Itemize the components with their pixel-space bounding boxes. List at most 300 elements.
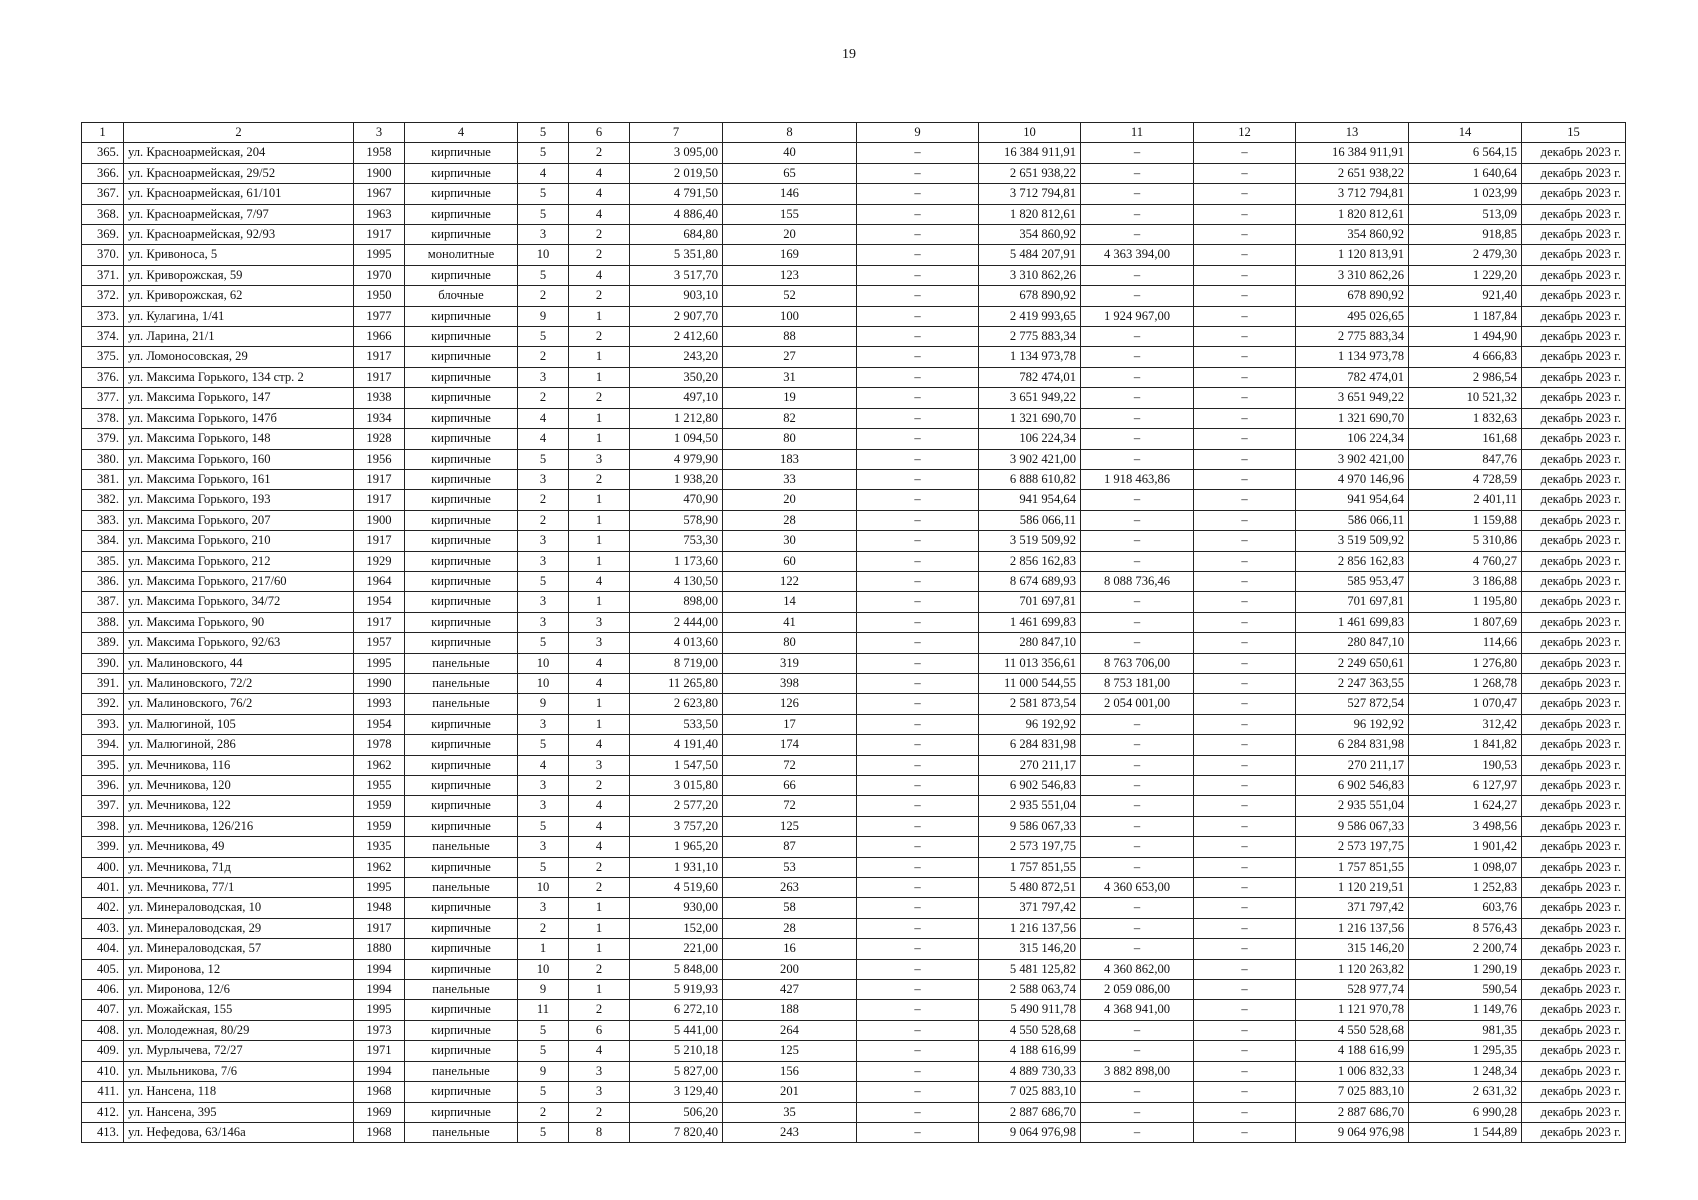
cell-col9: – xyxy=(857,449,979,469)
cell-total-cost: 1 216 137,56 xyxy=(979,918,1081,938)
cell-col13: 16 384 911,91 xyxy=(1296,143,1409,163)
cell-year: 1917 xyxy=(354,225,405,245)
cell-cost-per-m2: 2 631,32 xyxy=(1409,1082,1522,1102)
cell-col12: – xyxy=(1194,204,1296,224)
cell-deadline: декабрь 2023 г. xyxy=(1522,449,1626,469)
cell-col9: – xyxy=(857,735,979,755)
cell-col9: – xyxy=(857,204,979,224)
cell-deadline: декабрь 2023 г. xyxy=(1522,857,1626,877)
cell-year: 1955 xyxy=(354,776,405,796)
cell-col11: – xyxy=(1081,939,1194,959)
cell-col9: – xyxy=(857,959,979,979)
cell-year: 1964 xyxy=(354,571,405,591)
cell-col11: – xyxy=(1081,1122,1194,1142)
cell-total-cost: 1 757 851,55 xyxy=(979,857,1081,877)
cell-deadline: декабрь 2023 г. xyxy=(1522,1061,1626,1081)
cell-area: 753,30 xyxy=(630,531,723,551)
cell-area: 1 173,60 xyxy=(630,551,723,571)
cell-col9: – xyxy=(857,878,979,898)
cell-year: 1917 xyxy=(354,531,405,551)
cell-row-number: 385. xyxy=(82,551,124,571)
cell-col12: – xyxy=(1194,1020,1296,1040)
cell-residents: 126 xyxy=(723,694,857,714)
cell-total-cost: 1 134 973,78 xyxy=(979,347,1081,367)
cell-floors: 5 xyxy=(518,1082,569,1102)
cell-col12: – xyxy=(1194,143,1296,163)
cell-entrances: 1 xyxy=(569,347,630,367)
cell-entrances: 1 xyxy=(569,939,630,959)
cell-wall-material: монолитные xyxy=(405,245,518,265)
cell-col11: – xyxy=(1081,163,1194,183)
cell-cost-per-m2: 1 187,84 xyxy=(1409,306,1522,326)
cell-col9: – xyxy=(857,592,979,612)
cell-address: ул. Максима Горького, 147 xyxy=(124,388,354,408)
cell-floors: 2 xyxy=(518,490,569,510)
cell-address: ул. Максима Горького, 148 xyxy=(124,429,354,449)
cell-residents: 398 xyxy=(723,673,857,693)
table-row xyxy=(82,286,1626,306)
cell-col9: – xyxy=(857,225,979,245)
cell-deadline: декабрь 2023 г. xyxy=(1522,918,1626,938)
cell-address: ул. Минераловодская, 10 xyxy=(124,898,354,918)
cell-address: ул. Нансена, 395 xyxy=(124,1102,354,1122)
cell-col9: – xyxy=(857,673,979,693)
cell-col13: 2 935 551,04 xyxy=(1296,796,1409,816)
cell-deadline: декабрь 2023 г. xyxy=(1522,653,1626,673)
cell-residents: 122 xyxy=(723,571,857,591)
cell-col11: – xyxy=(1081,204,1194,224)
cell-wall-material: кирпичные xyxy=(405,571,518,591)
cell-entrances: 2 xyxy=(569,327,630,347)
cell-address: ул. Максима Горького, 34/72 xyxy=(124,592,354,612)
cell-cost-per-m2: 603,76 xyxy=(1409,898,1522,918)
cell-year: 1954 xyxy=(354,592,405,612)
cell-cost-per-m2: 3 498,56 xyxy=(1409,816,1522,836)
table-row xyxy=(82,306,1626,326)
cell-year: 1948 xyxy=(354,898,405,918)
cell-area: 930,00 xyxy=(630,898,723,918)
cell-col13: 1 820 812,61 xyxy=(1296,204,1409,224)
cell-deadline: декабрь 2023 г. xyxy=(1522,245,1626,265)
cell-col12: – xyxy=(1194,510,1296,530)
cell-col9: – xyxy=(857,184,979,204)
cell-deadline: декабрь 2023 г. xyxy=(1522,327,1626,347)
cell-col13: 2 651 938,22 xyxy=(1296,163,1409,183)
cell-cost-per-m2: 1 098,07 xyxy=(1409,857,1522,877)
cell-deadline: декабрь 2023 г. xyxy=(1522,265,1626,285)
cell-cost-per-m2: 513,09 xyxy=(1409,204,1522,224)
column-header: 11 xyxy=(1081,123,1194,143)
cell-residents: 60 xyxy=(723,551,857,571)
cell-residents: 200 xyxy=(723,959,857,979)
cell-residents: 427 xyxy=(723,980,857,1000)
cell-row-number: 370. xyxy=(82,245,124,265)
cell-col11: – xyxy=(1081,592,1194,612)
cell-entrances: 3 xyxy=(569,1082,630,1102)
cell-deadline: декабрь 2023 г. xyxy=(1522,184,1626,204)
cell-col13: 3 310 862,26 xyxy=(1296,265,1409,285)
cell-col13: 371 797,42 xyxy=(1296,898,1409,918)
cell-col13: 1 121 970,78 xyxy=(1296,1000,1409,1020)
cell-total-cost: 106 224,34 xyxy=(979,429,1081,449)
cell-cost-per-m2: 590,54 xyxy=(1409,980,1522,1000)
cell-col9: – xyxy=(857,531,979,551)
cell-col13: 3 902 421,00 xyxy=(1296,449,1409,469)
cell-residents: 201 xyxy=(723,1082,857,1102)
cell-col9: – xyxy=(857,551,979,571)
cell-address: ул. Максима Горького, 210 xyxy=(124,531,354,551)
cell-entrances: 1 xyxy=(569,408,630,428)
cell-residents: 41 xyxy=(723,612,857,632)
cell-row-number: 372. xyxy=(82,286,124,306)
cell-floors: 10 xyxy=(518,245,569,265)
cell-row-number: 399. xyxy=(82,837,124,857)
cell-col13: 4 188 616,99 xyxy=(1296,1041,1409,1061)
cell-address: ул. Мечникова, 71д xyxy=(124,857,354,877)
cell-row-number: 389. xyxy=(82,633,124,653)
cell-year: 1958 xyxy=(354,143,405,163)
cell-row-number: 397. xyxy=(82,796,124,816)
cell-col9: – xyxy=(857,265,979,285)
cell-total-cost: 7 025 883,10 xyxy=(979,1082,1081,1102)
cell-floors: 5 xyxy=(518,1020,569,1040)
cell-col13: 280 847,10 xyxy=(1296,633,1409,653)
cell-area: 470,90 xyxy=(630,490,723,510)
cell-entrances: 4 xyxy=(569,184,630,204)
cell-deadline: декабрь 2023 г. xyxy=(1522,1020,1626,1040)
cell-area: 4 013,60 xyxy=(630,633,723,653)
cell-col11: – xyxy=(1081,531,1194,551)
cell-area: 152,00 xyxy=(630,918,723,938)
cell-area: 5 351,80 xyxy=(630,245,723,265)
cell-row-number: 378. xyxy=(82,408,124,428)
cell-floors: 5 xyxy=(518,327,569,347)
cell-col13: 2 573 197,75 xyxy=(1296,837,1409,857)
cell-floors: 4 xyxy=(518,408,569,428)
cell-wall-material: кирпичные xyxy=(405,796,518,816)
cell-col11: – xyxy=(1081,367,1194,387)
cell-cost-per-m2: 1 268,78 xyxy=(1409,673,1522,693)
cell-area: 497,10 xyxy=(630,388,723,408)
cell-col12: – xyxy=(1194,429,1296,449)
table-row xyxy=(82,735,1626,755)
cell-wall-material: кирпичные xyxy=(405,388,518,408)
cell-address: ул. Мечникова, 122 xyxy=(124,796,354,816)
cell-wall-material: кирпичные xyxy=(405,857,518,877)
cell-floors: 9 xyxy=(518,306,569,326)
cell-entrances: 2 xyxy=(569,878,630,898)
cell-total-cost: 5 484 207,91 xyxy=(979,245,1081,265)
cell-row-number: 369. xyxy=(82,225,124,245)
cell-col9: – xyxy=(857,714,979,734)
cell-entrances: 1 xyxy=(569,918,630,938)
cell-deadline: декабрь 2023 г. xyxy=(1522,776,1626,796)
cell-wall-material: кирпичные xyxy=(405,898,518,918)
cell-cost-per-m2: 6 127,97 xyxy=(1409,776,1522,796)
cell-address: ул. Миронова, 12 xyxy=(124,959,354,979)
cell-cost-per-m2: 1 023,99 xyxy=(1409,184,1522,204)
cell-residents: 188 xyxy=(723,1000,857,1020)
cell-total-cost: 2 573 197,75 xyxy=(979,837,1081,857)
cell-deadline: декабрь 2023 г. xyxy=(1522,163,1626,183)
cell-col11: 8 088 736,46 xyxy=(1081,571,1194,591)
cell-area: 4 191,40 xyxy=(630,735,723,755)
cell-residents: 28 xyxy=(723,918,857,938)
cell-cost-per-m2: 1 229,20 xyxy=(1409,265,1522,285)
table-row xyxy=(82,143,1626,163)
cell-wall-material: кирпичные xyxy=(405,816,518,836)
cell-col12: – xyxy=(1194,571,1296,591)
cell-wall-material: кирпичные xyxy=(405,204,518,224)
cell-floors: 1 xyxy=(518,939,569,959)
cell-total-cost: 1 461 699,83 xyxy=(979,612,1081,632)
cell-col9: – xyxy=(857,755,979,775)
cell-col9: – xyxy=(857,327,979,347)
cell-year: 1978 xyxy=(354,735,405,755)
cell-wall-material: панельные xyxy=(405,694,518,714)
table-row xyxy=(82,653,1626,673)
cell-row-number: 388. xyxy=(82,612,124,632)
table-row xyxy=(82,612,1626,632)
cell-col13: 1 134 973,78 xyxy=(1296,347,1409,367)
cell-wall-material: кирпичные xyxy=(405,612,518,632)
cell-col9: – xyxy=(857,939,979,959)
cell-address: ул. Мечникова, 126/216 xyxy=(124,816,354,836)
cell-floors: 10 xyxy=(518,878,569,898)
cell-floors: 2 xyxy=(518,918,569,938)
cell-total-cost: 371 797,42 xyxy=(979,898,1081,918)
cell-address: ул. Максима Горького, 193 xyxy=(124,490,354,510)
column-header: 8 xyxy=(723,123,857,143)
cell-col12: – xyxy=(1194,388,1296,408)
cell-residents: 20 xyxy=(723,490,857,510)
cell-col12: – xyxy=(1194,245,1296,265)
cell-total-cost: 782 474,01 xyxy=(979,367,1081,387)
cell-row-number: 406. xyxy=(82,980,124,1000)
cell-col11: – xyxy=(1081,184,1194,204)
cell-row-number: 374. xyxy=(82,327,124,347)
cell-residents: 80 xyxy=(723,429,857,449)
cell-deadline: декабрь 2023 г. xyxy=(1522,469,1626,489)
cell-cost-per-m2: 918,85 xyxy=(1409,225,1522,245)
cell-deadline: декабрь 2023 г. xyxy=(1522,347,1626,367)
cell-col12: – xyxy=(1194,184,1296,204)
cell-col12: – xyxy=(1194,1041,1296,1061)
cell-area: 898,00 xyxy=(630,592,723,612)
cell-col9: – xyxy=(857,1000,979,1020)
cell-wall-material: кирпичные xyxy=(405,776,518,796)
cell-col9: – xyxy=(857,469,979,489)
cell-area: 3 129,40 xyxy=(630,1082,723,1102)
cell-residents: 27 xyxy=(723,347,857,367)
cell-area: 903,10 xyxy=(630,286,723,306)
cell-address: ул. Малиновского, 72/2 xyxy=(124,673,354,693)
cell-col12: – xyxy=(1194,1082,1296,1102)
cell-col12: – xyxy=(1194,163,1296,183)
cell-entrances: 1 xyxy=(569,306,630,326)
cell-area: 506,20 xyxy=(630,1102,723,1122)
cell-col13: 1 120 219,51 xyxy=(1296,878,1409,898)
cell-col11: 8 753 181,00 xyxy=(1081,673,1194,693)
cell-deadline: декабрь 2023 г. xyxy=(1522,980,1626,1000)
cell-floors: 3 xyxy=(518,612,569,632)
cell-entrances: 2 xyxy=(569,776,630,796)
cell-row-number: 408. xyxy=(82,1020,124,1040)
cell-cost-per-m2: 1 290,19 xyxy=(1409,959,1522,979)
cell-floors: 5 xyxy=(518,184,569,204)
table-row xyxy=(82,1122,1626,1142)
cell-col11: – xyxy=(1081,1102,1194,1122)
cell-col13: 2 249 650,61 xyxy=(1296,653,1409,673)
cell-col9: – xyxy=(857,571,979,591)
cell-area: 5 441,00 xyxy=(630,1020,723,1040)
cell-col11: – xyxy=(1081,857,1194,877)
table-row xyxy=(82,1041,1626,1061)
cell-floors: 3 xyxy=(518,531,569,551)
cell-wall-material: кирпичные xyxy=(405,327,518,347)
cell-col13: 1 321 690,70 xyxy=(1296,408,1409,428)
cell-deadline: декабрь 2023 г. xyxy=(1522,510,1626,530)
cell-deadline: декабрь 2023 г. xyxy=(1522,816,1626,836)
cell-residents: 264 xyxy=(723,1020,857,1040)
cell-address: ул. Максима Горького, 160 xyxy=(124,449,354,469)
cell-col11: 4 368 941,00 xyxy=(1081,1000,1194,1020)
cell-entrances: 4 xyxy=(569,735,630,755)
cell-address: ул. Нансена, 118 xyxy=(124,1082,354,1102)
cell-col9: – xyxy=(857,286,979,306)
cell-entrances: 8 xyxy=(569,1122,630,1142)
cell-col9: – xyxy=(857,918,979,938)
cell-row-number: 409. xyxy=(82,1041,124,1061)
cell-residents: 35 xyxy=(723,1102,857,1122)
cell-wall-material: кирпичные xyxy=(405,1041,518,1061)
cell-year: 1994 xyxy=(354,980,405,1000)
cell-address: ул. Молодежная, 80/29 xyxy=(124,1020,354,1040)
cell-year: 1968 xyxy=(354,1122,405,1142)
table-row xyxy=(82,837,1626,857)
cell-residents: 174 xyxy=(723,735,857,755)
cell-year: 1962 xyxy=(354,857,405,877)
table-row xyxy=(82,755,1626,775)
table-row xyxy=(82,184,1626,204)
cell-floors: 9 xyxy=(518,694,569,714)
cell-cost-per-m2: 1 248,34 xyxy=(1409,1061,1522,1081)
cell-area: 578,90 xyxy=(630,510,723,530)
cell-entrances: 1 xyxy=(569,714,630,734)
cell-address: ул. Красноармейская, 29/52 xyxy=(124,163,354,183)
cell-row-number: 381. xyxy=(82,469,124,489)
cell-residents: 82 xyxy=(723,408,857,428)
cell-col9: – xyxy=(857,980,979,1000)
cell-col9: – xyxy=(857,245,979,265)
cell-col11: – xyxy=(1081,143,1194,163)
cell-col13: 3 519 509,92 xyxy=(1296,531,1409,551)
cell-row-number: 376. xyxy=(82,367,124,387)
cell-col9: – xyxy=(857,653,979,673)
cell-col9: – xyxy=(857,796,979,816)
cell-address: ул. Максима Горького, 212 xyxy=(124,551,354,571)
cell-floors: 5 xyxy=(518,816,569,836)
cell-total-cost: 3 902 421,00 xyxy=(979,449,1081,469)
cell-col11: – xyxy=(1081,1020,1194,1040)
cell-col9: – xyxy=(857,143,979,163)
cell-residents: 30 xyxy=(723,531,857,551)
cell-year: 1995 xyxy=(354,878,405,898)
cell-row-number: 387. xyxy=(82,592,124,612)
cell-floors: 2 xyxy=(518,510,569,530)
cell-year: 1994 xyxy=(354,959,405,979)
cell-year: 1917 xyxy=(354,612,405,632)
cell-address: ул. Красноармейская, 204 xyxy=(124,143,354,163)
cell-col9: – xyxy=(857,388,979,408)
cell-col13: 1 461 699,83 xyxy=(1296,612,1409,632)
cell-year: 1993 xyxy=(354,694,405,714)
cell-address: ул. Мечникова, 120 xyxy=(124,776,354,796)
cell-address: ул. Кривоноса, 5 xyxy=(124,245,354,265)
cell-col12: – xyxy=(1194,1122,1296,1142)
cell-area: 3 015,80 xyxy=(630,776,723,796)
cell-year: 1995 xyxy=(354,245,405,265)
cell-col9: – xyxy=(857,612,979,632)
cell-col11: – xyxy=(1081,408,1194,428)
cell-col13: 315 146,20 xyxy=(1296,939,1409,959)
cell-row-number: 396. xyxy=(82,776,124,796)
table-row xyxy=(82,367,1626,387)
table-row xyxy=(82,225,1626,245)
cell-deadline: декабрь 2023 г. xyxy=(1522,408,1626,428)
cell-col9: – xyxy=(857,1020,979,1040)
cell-col11: – xyxy=(1081,388,1194,408)
cell-entrances: 2 xyxy=(569,857,630,877)
cell-total-cost: 11 013 356,61 xyxy=(979,653,1081,673)
cell-row-number: 411. xyxy=(82,1082,124,1102)
cell-floors: 3 xyxy=(518,225,569,245)
cell-wall-material: кирпичные xyxy=(405,592,518,612)
cell-col11: – xyxy=(1081,551,1194,571)
cell-residents: 17 xyxy=(723,714,857,734)
cell-area: 2 444,00 xyxy=(630,612,723,632)
cell-col11: – xyxy=(1081,714,1194,734)
cell-total-cost: 270 211,17 xyxy=(979,755,1081,775)
cell-residents: 31 xyxy=(723,367,857,387)
cell-total-cost: 354 860,92 xyxy=(979,225,1081,245)
cell-row-number: 401. xyxy=(82,878,124,898)
cell-col11: 3 882 898,00 xyxy=(1081,1061,1194,1081)
cell-row-number: 367. xyxy=(82,184,124,204)
cell-col13: 941 954,64 xyxy=(1296,490,1409,510)
cell-residents: 20 xyxy=(723,225,857,245)
cell-entrances: 2 xyxy=(569,388,630,408)
cell-deadline: декабрь 2023 г. xyxy=(1522,571,1626,591)
cell-col13: 1 216 137,56 xyxy=(1296,918,1409,938)
cell-wall-material: блочные xyxy=(405,286,518,306)
cell-residents: 53 xyxy=(723,857,857,877)
cell-floors: 3 xyxy=(518,367,569,387)
cell-cost-per-m2: 1 149,76 xyxy=(1409,1000,1522,1020)
cell-wall-material: панельные xyxy=(405,837,518,857)
cell-total-cost: 96 192,92 xyxy=(979,714,1081,734)
cell-row-number: 398. xyxy=(82,816,124,836)
cell-col12: – xyxy=(1194,1061,1296,1081)
cell-residents: 72 xyxy=(723,796,857,816)
cell-entrances: 6 xyxy=(569,1020,630,1040)
cell-entrances: 2 xyxy=(569,1000,630,1020)
cell-total-cost: 5 490 911,78 xyxy=(979,1000,1081,1020)
table-row xyxy=(82,469,1626,489)
cell-year: 1977 xyxy=(354,306,405,326)
cell-entrances: 4 xyxy=(569,265,630,285)
cell-cost-per-m2: 2 986,54 xyxy=(1409,367,1522,387)
